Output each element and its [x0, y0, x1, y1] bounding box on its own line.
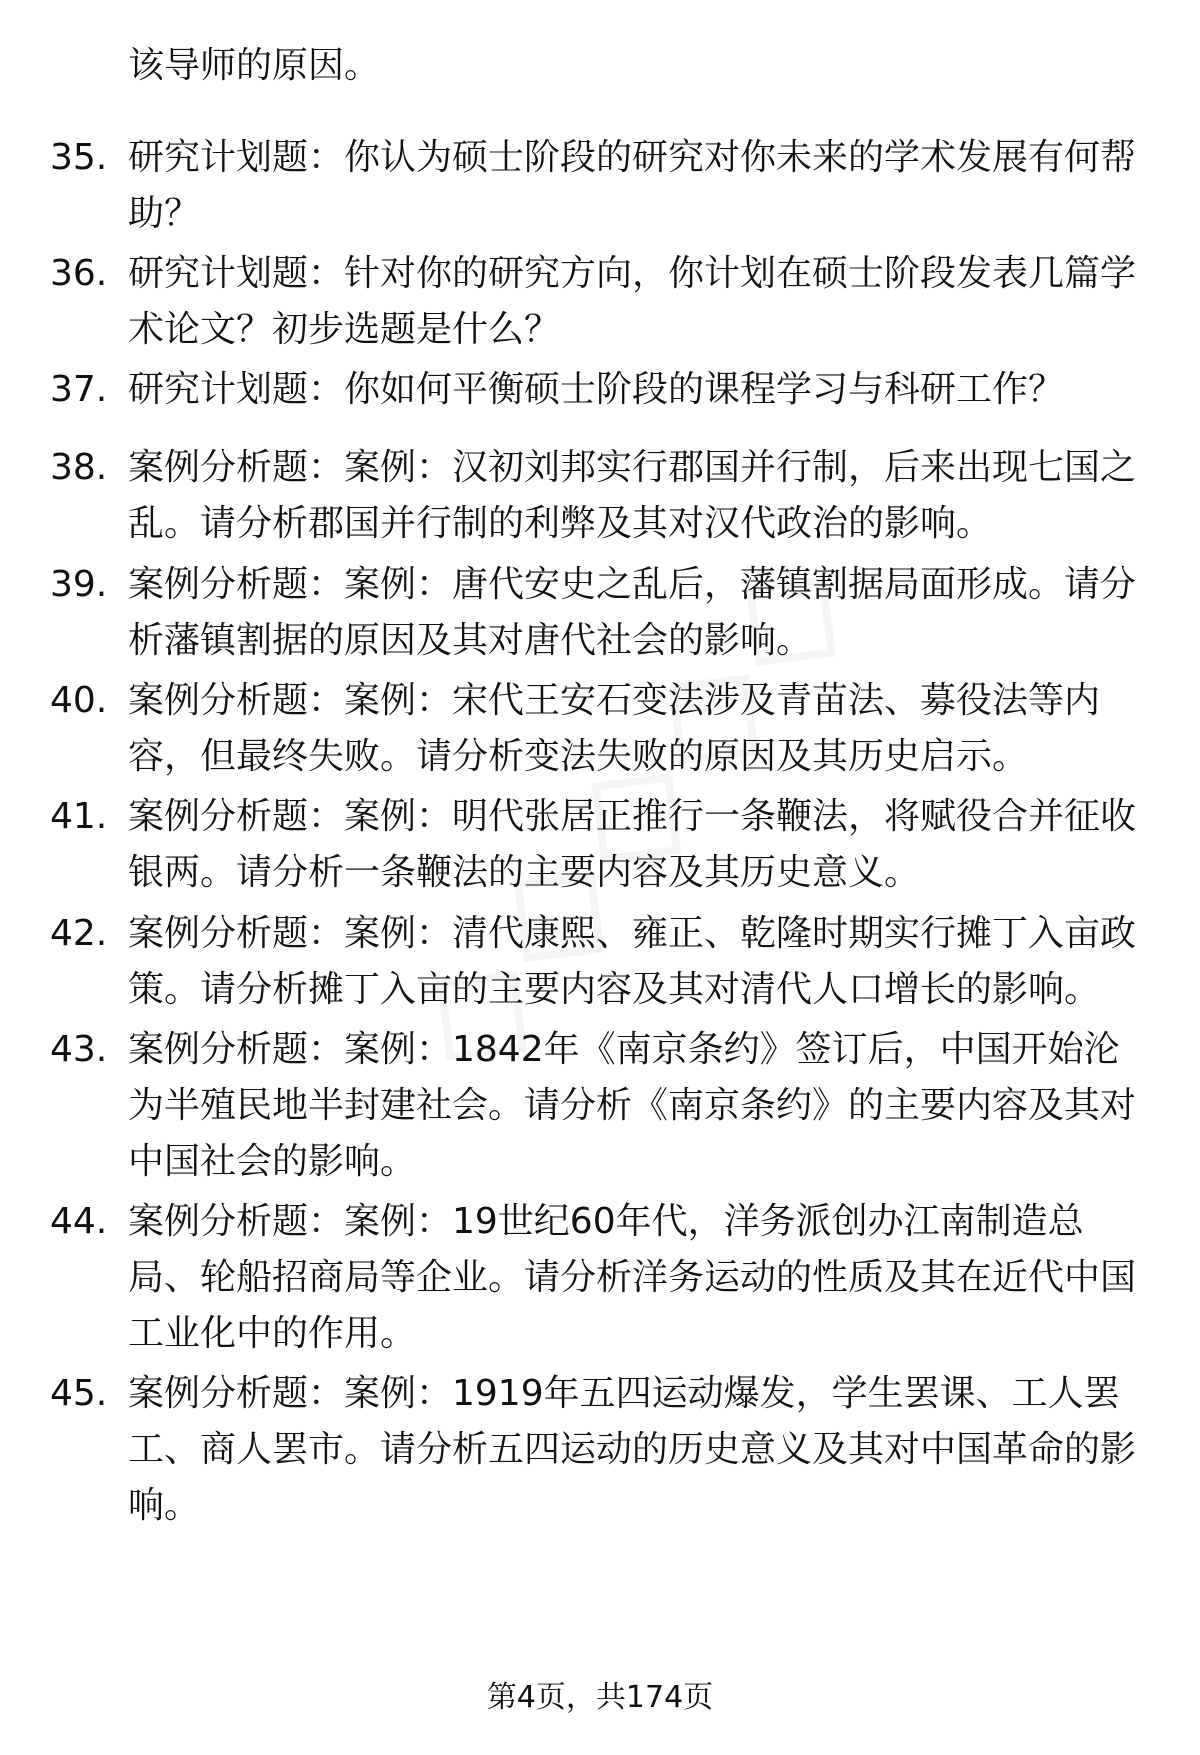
question-number: 45.: [50, 1373, 108, 1414]
question-text: 案例分析题：案例：1842年《南京条约》签订后，中国开始沦为半殖民地半封建社会。请分析《南京条约》的主要内容及其对中国社会的影响。: [128, 1029, 1137, 1182]
question-text: 案例分析题：案例：1919年五四运动爆发，学生罢课、工人罢工、商人罢市。请分析五四运动的历史意义及其对中国革命的影响。: [128, 1373, 1137, 1526]
question-text: 研究计划题：你认为硕士阶段的研究对你未来的学术发展有何帮助？: [128, 137, 1137, 234]
continuation-text: 该导师的原因。: [128, 45, 381, 86]
question-text: 案例分析题：案例：明代张居正推行一条鞭法，将赋役合并征收银两。请分析一条鞭法的主要内容及其历史意义。: [128, 796, 1137, 893]
question-text: 案例分析题：案例：19世纪60年代，洋务派创办江南制造总局、轮船招商局等企业。请分析洋务运动的性质及其在近代中国工业化中的作用。: [128, 1201, 1137, 1354]
question-number: 39.: [50, 564, 108, 605]
question-number: 41.: [50, 796, 108, 837]
question-text: 案例分析题：案例：清代康熙、雍正、乾隆时期实行摊丁入亩政策。请分析摊丁入亩的主要内容及其对清代人口增长的影响。: [128, 913, 1137, 1010]
question-number: 44.: [50, 1201, 108, 1242]
question-text: 研究计划题：你如何平衡硕士阶段的课程学习与科研工作？: [128, 369, 1065, 410]
page-footer: 第4页，共174页: [486, 1680, 714, 1715]
question-text: 案例分析题：案例：汉初刘邦实行郡国并行制，后来出现七国之乱。请分析郡国并行制的利弊及其对汉代政治的影响。: [128, 447, 1137, 544]
question-number: 38.: [50, 447, 108, 488]
question-text: 研究计划题：针对你的研究方向，你计划在硕士阶段发表几篇学术论文？初步选题是什么？: [128, 253, 1137, 350]
question-number: 40.: [50, 680, 108, 721]
question-text: 案例分析题：案例：唐代安史之乱后，藩镇割据局面形成。请分析藩镇割据的原因及其对唐代社会的影响。: [128, 564, 1137, 661]
question-number: 42.: [50, 913, 108, 954]
question-number: 43.: [50, 1029, 108, 1070]
question-number: 37.: [50, 369, 108, 410]
question-text: 案例分析题：案例：宋代王安石变法涉及青苗法、募役法等内容，但最终失败。请分析变法失败的原因及其历史启示。: [128, 680, 1101, 777]
question-number: 35.: [50, 137, 108, 178]
question-number: 36.: [50, 253, 108, 294]
